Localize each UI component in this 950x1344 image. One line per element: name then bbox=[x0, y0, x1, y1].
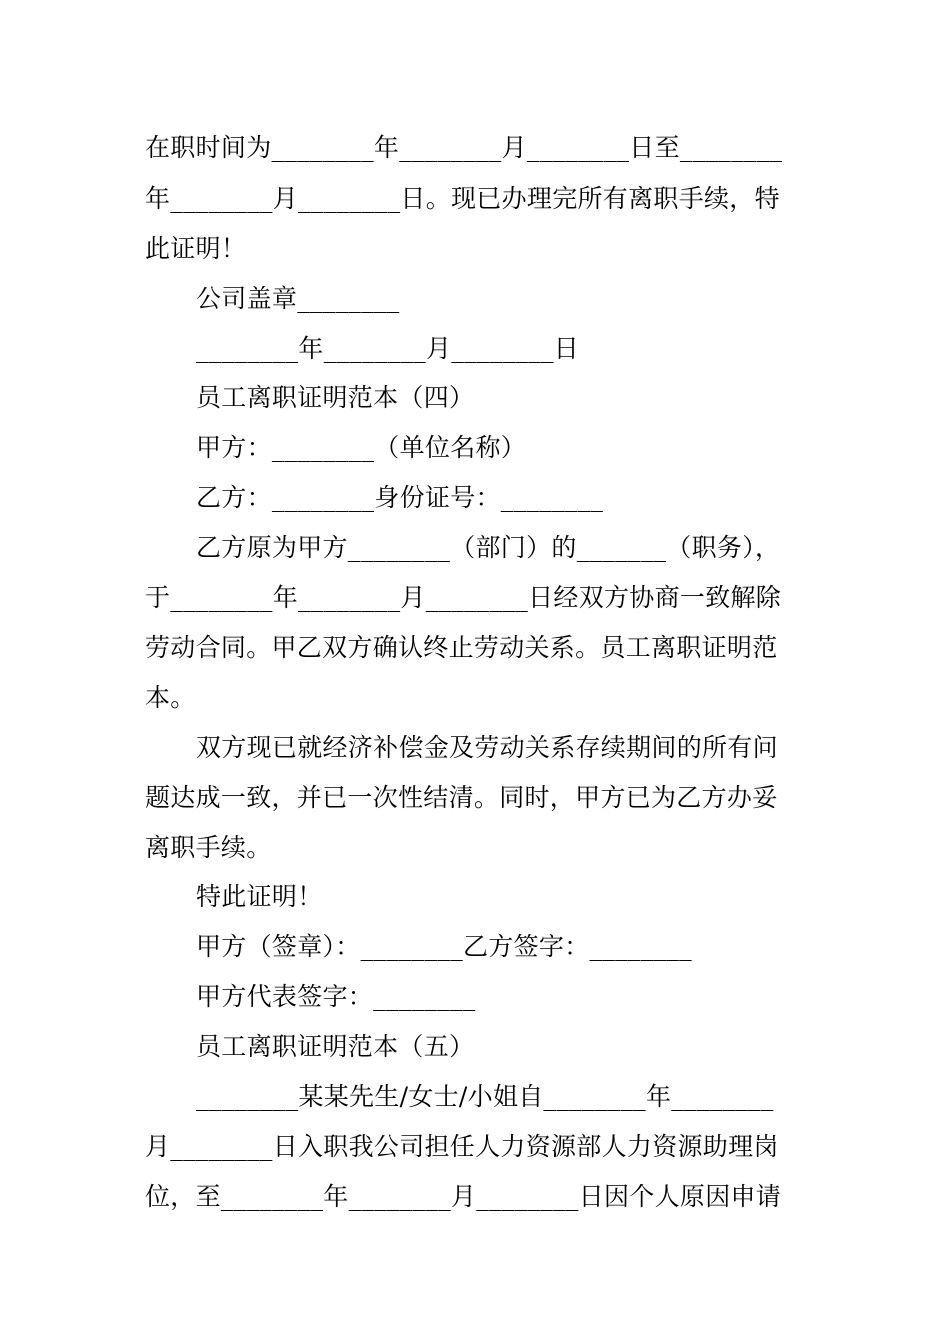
text-line: 特此证明！ bbox=[196, 882, 323, 911]
text-line: ________某某先生/女士/小姐自________年________ bbox=[196, 1082, 774, 1111]
section-heading: 员工离职证明范本（五） bbox=[196, 1032, 475, 1061]
text-line: 乙方：________身份证号：________ bbox=[196, 483, 604, 512]
text-line: 年________月________日。现已办理完所有离职手续，特 bbox=[145, 184, 780, 213]
text-line: 此证明！ bbox=[145, 234, 247, 263]
text-line: 乙方原为甲方________（部门）的_______（职务）， bbox=[196, 533, 781, 562]
text-line: ________年________月________日 bbox=[196, 334, 580, 363]
section-heading: 员工离职证明范本（四） bbox=[196, 383, 475, 412]
text-line: 在职时间为________年________月________日至________ bbox=[145, 133, 783, 162]
text-line: 甲方（签章）：________乙方签字：________ bbox=[196, 932, 692, 961]
text-line: 双方现已就经济补偿金及劳动关系存续期间的所有问 bbox=[196, 733, 778, 762]
text-line: 题达成一致，并已一次性结清。同时，甲方已为乙方办妥 bbox=[145, 783, 778, 812]
text-line: 位，至________年________月________日因个人原因申请 bbox=[145, 1182, 782, 1211]
text-line: 本。 bbox=[145, 683, 196, 712]
text-line: 公司盖章________ bbox=[196, 284, 400, 313]
text-line: 于________年________月________日经双方协商一致解除 bbox=[145, 583, 782, 612]
text-line: 甲方：________（单位名称） bbox=[196, 433, 527, 462]
text-line: 离职手续。 bbox=[145, 833, 272, 862]
text-line: 甲方代表签字：________ bbox=[196, 982, 476, 1011]
text-line: 劳动合同。甲乙双方确认终止劳动关系。员工离职证明范 bbox=[145, 633, 778, 662]
text-line: 月________日入职我公司担任人力资源部人力资源助理岗 bbox=[145, 1132, 779, 1161]
